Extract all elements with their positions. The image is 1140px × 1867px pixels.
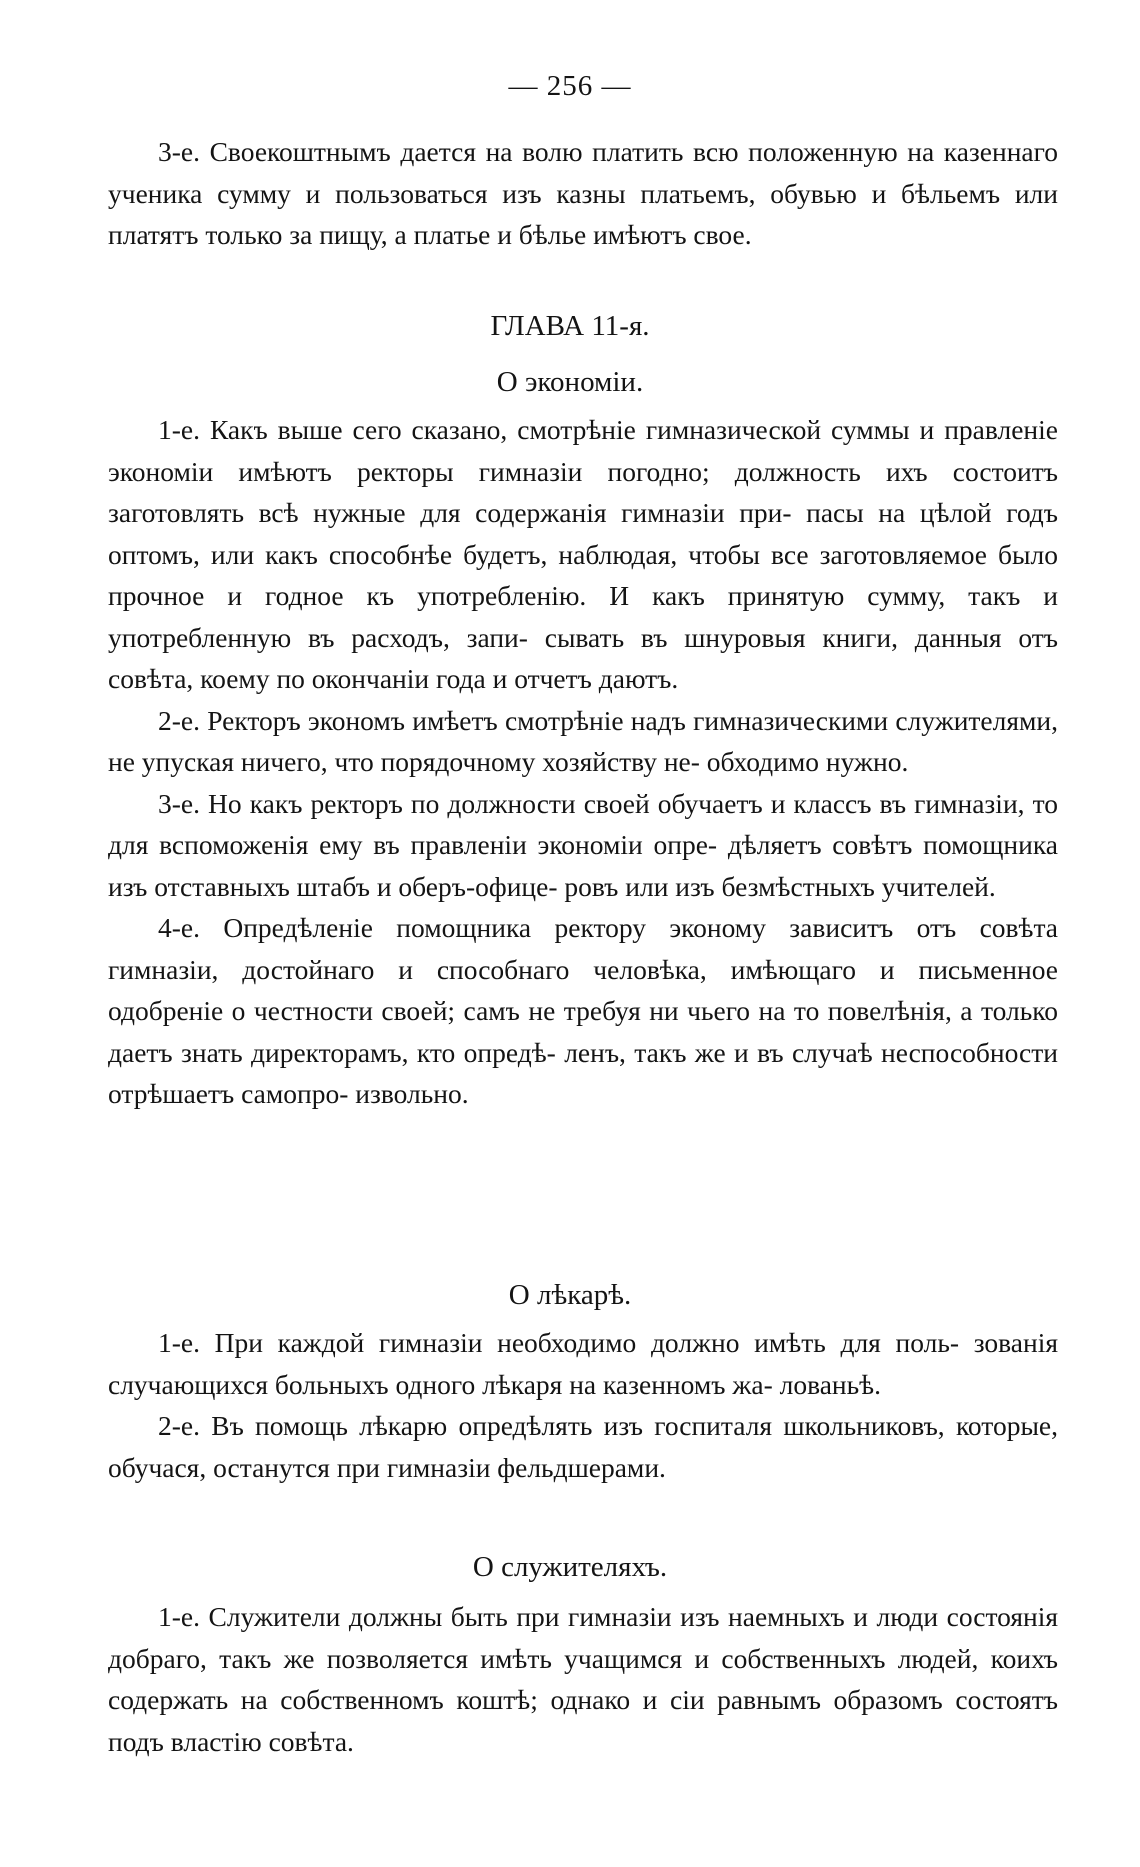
text-line: 2-е. Ректоръ экономъ имѣетъ смотрѣніе надъ гимназическими [158, 704, 889, 736]
text-line: лованьѣ. [779, 1368, 881, 1400]
text-line: на казеннаго ученика сумму и пользоваться изъ казны платьемъ, [108, 136, 1058, 209]
text-line: 2-е. Въ помощь лѣкарю опредѣлять изъ госпиталя школьниковъ, [158, 1410, 945, 1441]
text-line: совѣта гимназіи, достойнаго и способнаго человѣка, имѣющаго и [108, 912, 1059, 985]
text-line: ровъ или изъ безмѣстныхъ учителей. [564, 870, 996, 902]
intro-paragraph [108, 131, 1058, 256]
text-line: обувью и бѣльемъ или платятъ только за пищу, а платье и бѣлье [108, 177, 1058, 250]
paragraph [108, 907, 1058, 1115]
text-line: сывать въ шнуровыя книги, данныя отъ совѣта, коему по окончаніи [108, 621, 1058, 694]
text-line: собственныхъ людей, коихъ содержать на собственномъ коштѣ; [108, 1642, 1058, 1715]
section-doctor-body [108, 1322, 1058, 1488]
text-line: чтобы все заготовляемое было прочное и годное къ употребленію. [108, 538, 1058, 611]
text-line: И какъ принятую сумму, такъ и употребленную въ расходъ, запи- [108, 580, 1059, 653]
paragraph [108, 409, 1058, 700]
text-line: 1-е. При каждой гимназіи необходимо должно имѣть для поль- [158, 1327, 960, 1358]
page-number: — 256 — [508, 70, 632, 102]
text-line: однако и сіи равнымъ образомъ состоятъ подъ властію совѣта. [108, 1684, 1058, 1757]
text-line: служителями, не упуская ничего, что порядочному хозяйству не- [108, 704, 1058, 777]
text-line: письменное одобреніе о честности своей; самъ не требуя ни чьего [108, 953, 1059, 1026]
paragraph [108, 1322, 1058, 1405]
text-line: которые, обучася, останутся при гимназіи фельдшерами. [108, 1410, 1059, 1483]
paragraph [108, 1596, 1058, 1762]
text-line: пасы на цѣлой годъ оптомъ, или какъ способнѣе будетъ, наблюдая, [108, 497, 1058, 570]
paragraph [108, 131, 1058, 256]
section-economy-body [108, 409, 1058, 1115]
text-line: люди состоянія добраго, такъ же позволяется имѣть учащимся и [108, 1601, 1058, 1674]
text-line: обходимо нужно. [706, 746, 909, 777]
section-title-doctor: О лѣкарѣ. [508, 1279, 632, 1311]
text-line: 1-е. Какъ выше сего сказано, смотрѣніе гимназической суммы [158, 414, 910, 445]
text-line: въ гимназіи, то для вспоможенія ему въ правленіи экономіи опре- [108, 787, 1058, 860]
text-line: и правленіе экономіи имѣютъ ректоры гимназіи погодно; должность [108, 414, 1058, 487]
chapter-title: ГЛАВА 11-я. [490, 310, 650, 342]
text-line: 3-е. Своекоштнымъ дается на волю платить всю положенную [158, 136, 898, 167]
text-line: имѣютъ свое. [593, 219, 752, 250]
section-servants-body [108, 1596, 1058, 1762]
text-line: ленъ, такъ же и въ случаѣ неспособности отрѣшаетъ самопро- [108, 1036, 1058, 1109]
paragraph [108, 783, 1058, 908]
text-line: на то повелѣнія, а только даетъ знать директорамъ, кто опредѣ- [108, 995, 1059, 1068]
section-title-economy: О экономіи. [496, 366, 644, 398]
text-line: 4-е. Опредѣленіе помощника ректору эконому зависитъ отъ [158, 912, 957, 943]
text-line: ихъ состоитъ заготовлять всѣ нужные для содержанія гимназіи при- [108, 455, 1058, 528]
section-title-servants: О служителяхъ. [472, 1551, 668, 1583]
text-line: 1-е. Служители должны быть при гимназіи изъ наемныхъ и [158, 1601, 868, 1632]
text-line: извольно. [355, 1078, 469, 1109]
paragraph [108, 1405, 1058, 1488]
text-line: года и отчетъ даютъ. [435, 663, 679, 694]
text-line: дѣляетъ совѣтъ помощника изъ отставныхъ штабъ и оберъ-офице- [108, 829, 1058, 902]
text-line: 3-е. Но какъ ректоръ по должности своей обучаетъ и классъ [158, 787, 872, 819]
paragraph [108, 700, 1058, 783]
text-line: зованія случающихся больныхъ одного лѣкаря на казенномъ жа- [108, 1327, 1058, 1400]
